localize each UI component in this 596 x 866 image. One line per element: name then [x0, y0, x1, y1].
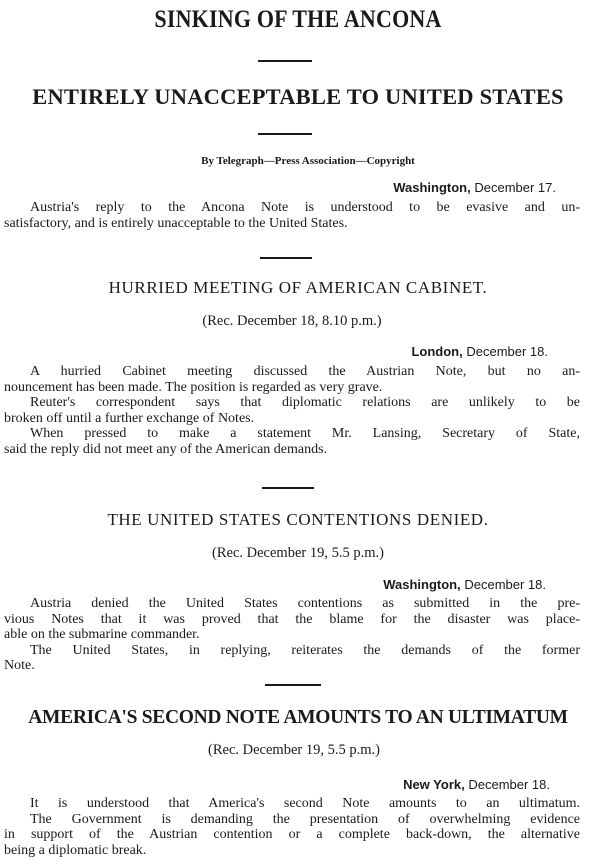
dateline	[403, 777, 550, 792]
divider	[260, 257, 312, 259]
dateline-date: December 18.	[466, 344, 548, 359]
divider	[262, 487, 314, 489]
text-line: Austria denied the United States contentions as submitted in the pre-	[30, 596, 580, 611]
text-line: able on the submarine commander.	[4, 627, 200, 642]
text-line: satisfactory, and is entirely unacceptable to the United States.	[4, 215, 348, 231]
text-line: It is understood that America's second Note amounts to an ultimatum.	[30, 796, 580, 811]
text-line: Reuter's correspondent says that diplomatic relations are unlikely to be	[30, 395, 580, 410]
article-paragraph	[4, 596, 580, 674]
text-line: Austria's reply to the Ancona Note is understood to be evasive and un-	[30, 200, 580, 215]
received-note: (Rec. December 18, 8.10 p.m.)	[202, 313, 382, 329]
dateline-place: New York,	[403, 777, 465, 792]
section-heading: THE UNITED STATES CONTENTIONS DENIED.	[107, 510, 489, 529]
text-line: broken off until a further exchange of Notes.	[4, 410, 255, 426]
article-paragraph	[4, 364, 580, 457]
dateline	[411, 344, 548, 359]
text-line: A hurried Cabinet meeting discussed the Austrian Note, but no an-	[30, 364, 580, 379]
dateline-date: December 18.	[464, 577, 546, 592]
section-heading: AMERICA'S SECOND NOTE AMOUNTS TO AN ULTIMATUM	[28, 707, 568, 728]
text-line: When pressed to make a statement Mr. Lansing, Secretary of State,	[30, 426, 580, 441]
text-line: said the reply did not meet any of the American demands.	[4, 441, 328, 457]
divider	[258, 133, 312, 135]
page-title: SINKING OF THE ANCONA	[154, 4, 442, 33]
dateline-place: Washington,	[383, 577, 461, 592]
divider	[265, 684, 321, 686]
received-note: (Rec. December 19, 5.5 p.m.)	[212, 545, 384, 561]
text-line: The United States, in replying, reiterates the demands of the former	[30, 642, 580, 658]
byline: By Telegraph—Press Association—Copyright	[201, 155, 415, 167]
dateline-date: December 17.	[474, 180, 556, 195]
received-note: (Rec. December 19, 5.5 p.m.)	[208, 742, 380, 758]
article-paragraph	[4, 200, 580, 231]
text-line: vious Notes that it was proved that the blame for the disaster was place-	[4, 611, 580, 627]
dateline-place: London,	[411, 344, 463, 359]
dateline-place: Washington,	[393, 180, 471, 195]
text-line: nouncement has been made. The position is regarded as very grave.	[4, 379, 383, 395]
dateline-date: December 18.	[468, 777, 550, 792]
dateline	[393, 180, 556, 195]
text-line: in support of the Austrian contention or a complete back-down, the alternative	[4, 827, 580, 842]
dateline	[383, 577, 546, 592]
main-headline: ENTIRELY UNACCEPTABLE TO UNITED STATES	[32, 84, 564, 109]
divider	[258, 60, 312, 62]
section-heading: HURRIED MEETING OF AMERICAN CABINET.	[108, 278, 488, 297]
text-line: Note.	[4, 658, 35, 673]
article-paragraph	[4, 796, 580, 858]
text-line: The Government is demanding the presentation of overwhelming evidence	[30, 811, 580, 827]
text-line: being a diplomatic break.	[4, 842, 147, 858]
